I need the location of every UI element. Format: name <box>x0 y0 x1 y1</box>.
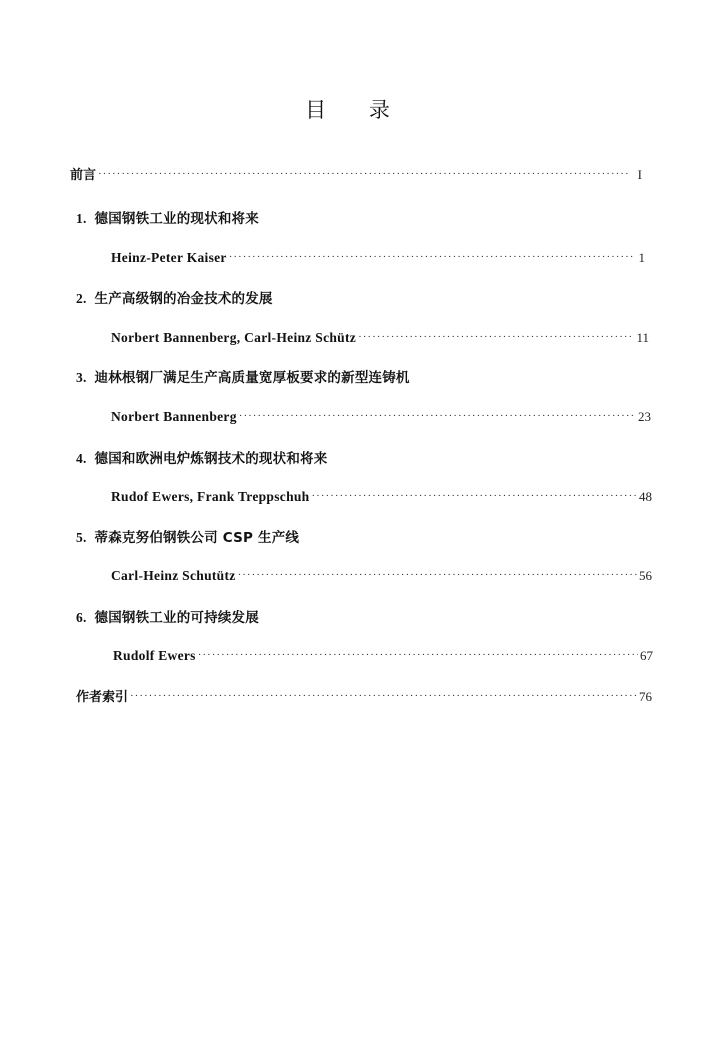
chapter-number: 5. <box>76 530 87 545</box>
leader-dots <box>98 165 630 183</box>
toc-entry-4[interactable] <box>111 488 652 506</box>
chapter-title-text: 德国和欧洲电炉炼钢技术的现状和将来 <box>94 451 328 467</box>
chapter-title-3[interactable] <box>76 369 410 387</box>
leader-dots <box>239 407 636 425</box>
chapter-title-1[interactable] <box>76 210 259 228</box>
toc-page-number: 67 <box>640 648 653 663</box>
leader-dots <box>130 687 637 705</box>
toc-entry-2[interactable] <box>111 329 649 347</box>
chapter-authors: Heinz-Peter Kaiser <box>111 250 227 265</box>
toc-page-number: 76 <box>639 689 652 704</box>
toc-page-number: 48 <box>639 489 652 504</box>
chapter-authors: Rudolf Ewers <box>113 648 196 663</box>
chapter-title-text: 生产高级钢的冶金技术的发展 <box>94 291 273 307</box>
chapter-title-text: 蒂森克努伯钢铁公司 CSP 生产线 <box>94 530 300 546</box>
chapter-authors: Rudof Ewers, Frank Treppschuh <box>111 489 310 504</box>
toc-page-number: 11 <box>636 330 649 345</box>
leader-dots <box>198 646 638 664</box>
chapter-title-text: 迪林根钢厂满足生产高质量宽厚板要求的新型连铸机 <box>94 370 410 386</box>
toc-entry-label: 作者索引 <box>76 690 129 705</box>
toc-page-number: 1 <box>638 250 645 265</box>
leader-dots <box>312 487 638 505</box>
chapter-number: 2. <box>76 291 87 306</box>
chapter-title-6[interactable] <box>76 609 259 627</box>
chapter-number: 3. <box>76 370 87 385</box>
toc-page-number: I <box>637 167 642 182</box>
page-title: 目 录 <box>305 98 408 122</box>
chapter-title-4[interactable] <box>76 450 327 468</box>
chapter-title-2[interactable] <box>76 290 273 308</box>
chapter-authors: Norbert Bannenberg, Carl-Heinz Schütz <box>111 330 357 345</box>
toc-entry-5[interactable] <box>111 567 652 585</box>
chapter-number: 1. <box>76 211 87 226</box>
chapter-authors: Carl-Heinz Schutütz <box>111 568 236 583</box>
leader-dots <box>358 328 634 346</box>
leader-dots <box>238 566 637 584</box>
leader-dots <box>229 248 633 266</box>
toc-page-number: 56 <box>639 568 652 583</box>
chapter-authors: Norbert Bannenberg <box>111 409 237 424</box>
toc-entry-1[interactable] <box>111 249 645 267</box>
toc-entry-3[interactable] <box>111 408 651 426</box>
chapter-title-text: 德国钢铁工业的现状和将来 <box>94 211 259 227</box>
toc-entry-6[interactable] <box>113 647 653 665</box>
toc-page-number: 23 <box>638 409 651 424</box>
toc-entry-preface[interactable] <box>70 166 642 184</box>
toc-entry-author-index[interactable] <box>76 688 652 706</box>
chapter-number: 6. <box>76 610 87 625</box>
chapter-title-5[interactable] <box>76 529 299 547</box>
chapter-title-text: 德国钢铁工业的可持续发展 <box>94 610 259 626</box>
chapter-number: 4. <box>76 451 87 466</box>
toc-entry-label: 前言 <box>70 168 97 183</box>
